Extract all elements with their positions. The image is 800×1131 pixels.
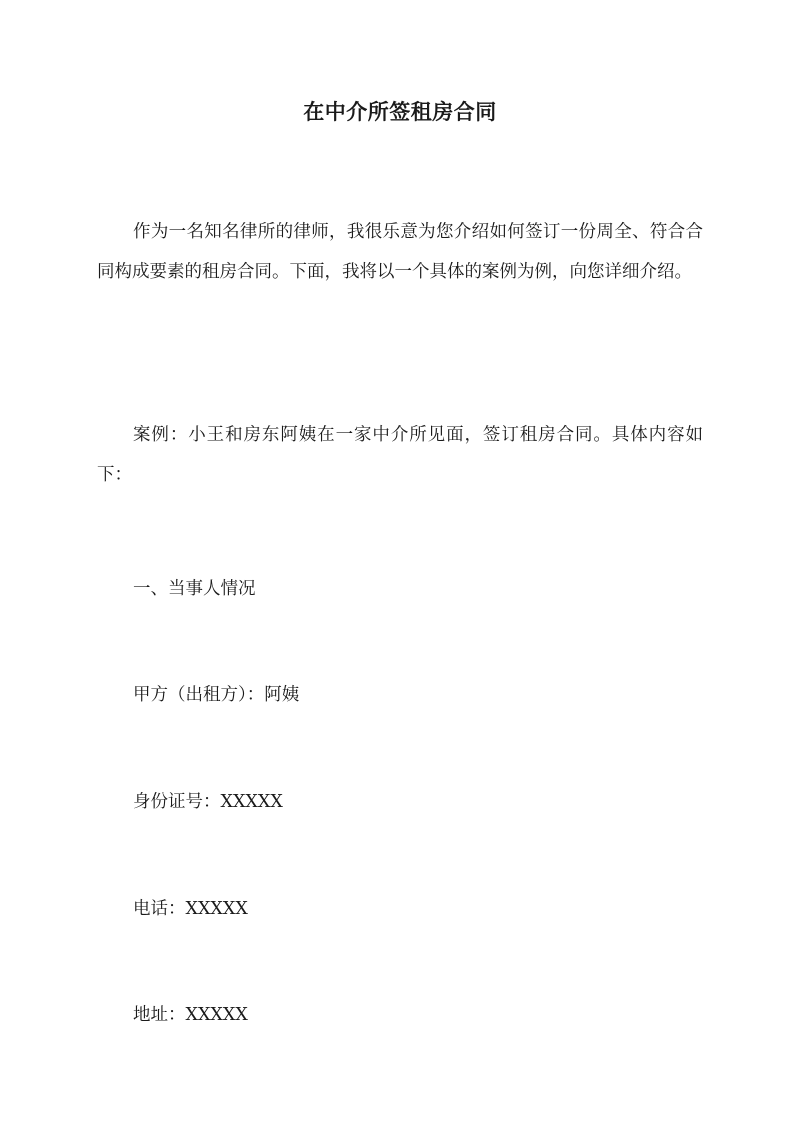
id-number-line: 身份证号：XXXXX — [133, 792, 283, 812]
section-heading: 一、当事人情况 — [133, 579, 256, 599]
address-line: 地址：XXXXX — [133, 1005, 248, 1025]
document-title: 在中介所签租房合同 — [303, 99, 497, 124]
party-a-line: 甲方（出租方）：阿姨 — [133, 685, 300, 705]
case-paragraph: 案例：小王和房东阿姨在一家中介所见面，签订租房合同。具体内容如下： — [97, 425, 703, 485]
intro-paragraph: 作为一名知名律所的律师，我很乐意为您介绍如何签订一份周全、符合合同构成要素的租房合同。下面，我将以一个具体的案例为例，向您详细介绍。 — [97, 222, 703, 282]
phone-line: 电话：XXXXX — [133, 899, 248, 919]
